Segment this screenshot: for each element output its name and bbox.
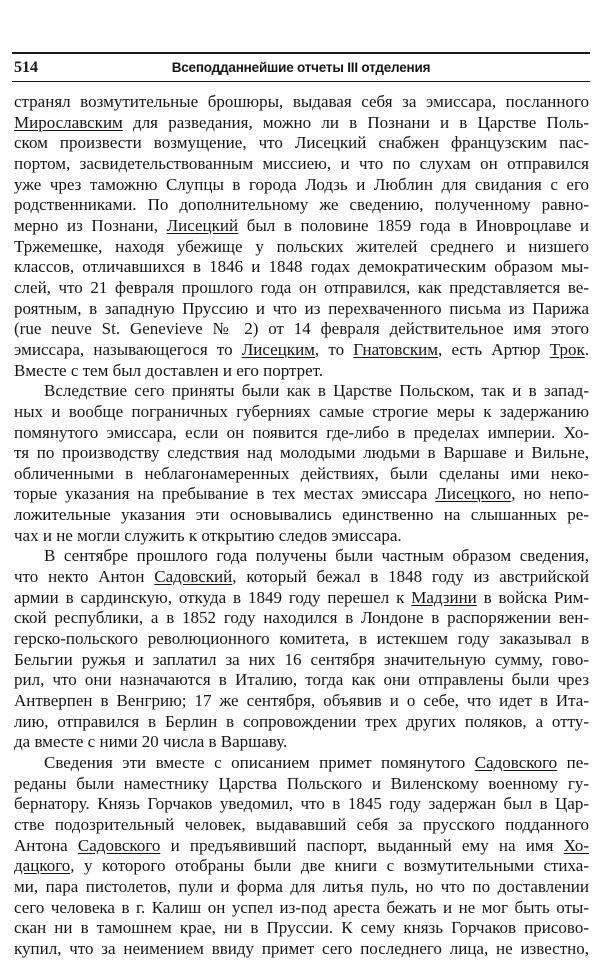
text-line — [14, 113, 589, 134]
text-line — [14, 361, 589, 382]
text-line — [14, 650, 589, 671]
text-segment: , который бежал в 1848 году из австрийской — [232, 567, 589, 587]
text-line — [14, 257, 589, 278]
text-segment: , есть Артюр — [437, 339, 550, 359]
text-segment: уже чрез таможню Слупцы в города Лодзь и Люблин для свидания с его — [14, 174, 589, 194]
underlined-name: Лисецкий — [166, 215, 239, 235]
text-segment: Антона — [14, 835, 78, 855]
text-line — [14, 526, 589, 547]
text-line — [14, 505, 589, 526]
text-segment: был в половине 1859 года в Иновроцлаве и — [238, 215, 589, 235]
underlined-name: Мирославским — [14, 112, 123, 132]
page-number: 514 — [14, 59, 38, 76]
text-line — [14, 133, 589, 154]
text-segment: торые указания на пребывание в тех местах эмиссара — [14, 484, 436, 504]
header-top-rule — [12, 52, 590, 54]
text-line — [14, 815, 589, 836]
text-line — [14, 774, 589, 795]
underlined-name: Трок — [549, 339, 585, 359]
text-segment: (rue neuve St. Genevieve № 2) от 14 февраля действительное имя этого — [14, 319, 589, 339]
text-line — [14, 753, 589, 774]
underlined-name: Гнатовским — [353, 339, 438, 359]
text-line — [14, 464, 589, 485]
text-segment: сего человека в г. Калиш он успел из-под ареста бежать и не мог быть оты- — [14, 897, 589, 917]
text-segment: в войска Рим- — [476, 587, 589, 607]
text-segment: стве подозрительный человек, выдававший себя за прусского подданного — [14, 814, 589, 834]
text-segment: мерно из Познани, — [14, 215, 167, 235]
text-segment: , то — [314, 339, 354, 359]
text-segment: обличенными в неблагонамеренных действиях, были сделаны ими неко- — [14, 463, 589, 483]
text-line — [14, 402, 589, 423]
text-segment: Вместе с тем был доставлен и его портрет. — [14, 360, 324, 380]
underlined-name: Садовского — [77, 835, 161, 855]
text-line — [14, 546, 589, 567]
text-line — [14, 423, 589, 444]
text-line — [14, 794, 589, 815]
text-segment: герско-польского революционного комитета, в истекшем году заказывал в — [14, 629, 589, 649]
text-line — [14, 92, 589, 113]
text-segment: Тржемешке, находя убежище у польских жителей среднего и низшего — [14, 236, 589, 256]
text-segment: портом, засвидетельствованным миссиею, и что по слухам он отправился — [14, 153, 589, 173]
text-line — [14, 712, 589, 733]
text-segment: рил, что они назначаются в Италию, тогда как они отправлены были чрез — [14, 670, 589, 690]
text-segment: ложительные указания эти основывались единственно на слышанных ре- — [14, 505, 589, 525]
text-line — [14, 567, 589, 588]
text-segment: Бельгии ружья и заплатил за них 16 сентября значительную сумму, гово- — [14, 649, 589, 669]
text-line — [14, 237, 589, 258]
text-segment: бернатору. Князь Горчаков уведомил, что в 1845 году задержан был в Цар- — [14, 794, 589, 814]
text-segment: скан ни в тамошнем крае, ни в Пруссии. К сему князь Горчаков присово- — [14, 918, 589, 938]
text-segment: , у которого отобраны были две книги с возмутительными стиха- — [70, 856, 589, 876]
text-segment: ской республики, а в 1852 году находился в Лондоне в распоряжении вен- — [14, 608, 589, 628]
paragraph — [14, 753, 589, 960]
body-text — [14, 92, 589, 960]
text-segment: Антверпен в Венгрию; 17 же сентября, объявив и о себе, что идет в Ита- — [14, 691, 589, 711]
text-line — [14, 278, 589, 299]
text-segment: , но непо- — [511, 484, 589, 504]
text-segment: классов, отличавшихся в 1846 и 1848 годах демократическим образом мы- — [14, 257, 589, 277]
text-segment: реданы были наместнику Царства Польского и Виленскому военному гу- — [14, 773, 589, 793]
text-segment: ском произвести возмущение, что Лисецкий снабжен французским пас- — [14, 133, 589, 153]
text-segment: пе- — [557, 753, 589, 772]
text-line — [14, 484, 589, 505]
text-line — [14, 216, 589, 237]
text-line — [14, 898, 589, 919]
running-header — [14, 57, 588, 79]
running-title: Всеподданнейшие отчеты III отделения — [171, 60, 431, 75]
text-segment: . — [584, 339, 589, 359]
underlined-name: Мадзини — [411, 587, 477, 607]
underlined-name: Хо- — [563, 835, 589, 855]
text-segment: тя по производству следствия над молодыми людьми в Варшаве и Вильне, — [14, 443, 589, 463]
text-segment: помянутого эмиссара, если он появится где-либо в пределах империи. Хо- — [14, 422, 589, 442]
text-line — [14, 877, 589, 898]
text-line — [14, 918, 589, 939]
text-segment: странял возмутительные брошюры, выдавая себя за эмиссара, посланного — [14, 92, 589, 111]
text-line — [14, 319, 589, 340]
paragraph — [14, 381, 589, 546]
text-segment: слей, что 21 февраля прошлого года он отправился, как представляется ве- — [14, 277, 589, 297]
text-segment: армии в сардинскую, откуда в 1849 году перешел к — [14, 587, 412, 607]
text-line — [14, 195, 589, 216]
header-bottom-rule — [12, 81, 590, 82]
text-segment: что некто Антон — [14, 567, 155, 587]
text-segment: чах и не могли служить к открытию следов эмиссара. — [14, 525, 402, 545]
underlined-name: Лисецкого — [435, 484, 512, 504]
text-segment: купил, что за неимением ввиду примет сего последнего лица, не известно, — [14, 938, 589, 958]
text-line — [14, 670, 589, 691]
text-segment: В сентябре прошлого года получены были частным образом сведения, — [44, 546, 589, 566]
text-line — [14, 732, 589, 753]
text-line — [14, 154, 589, 175]
text-line — [14, 443, 589, 464]
text-segment: ных и вообще пограничных губерниях самые строгие меры к задержанию — [14, 401, 589, 421]
text-line — [14, 175, 589, 196]
text-segment: и предъявивший паспорт, выданный ему на имя — [160, 835, 564, 855]
text-line — [14, 340, 589, 361]
text-segment: Сведения эти вместе с описанием примет помянутого — [44, 753, 475, 772]
text-line — [14, 588, 589, 609]
text-line — [14, 381, 589, 402]
text-segment: родственниками. По дополнительному же сведению, полученному равно- — [14, 195, 589, 215]
text-line — [14, 608, 589, 629]
text-segment: роятным, в западную Пруссию и что из перехваченного письма из Парижа — [14, 298, 589, 318]
text-line — [14, 299, 589, 320]
text-line — [14, 836, 589, 857]
text-segment: эмиссара, называющегося то — [14, 339, 242, 359]
text-segment: для разведания, можно ли в Познани и в Царстве Поль- — [122, 112, 589, 132]
text-segment: ми, пара пистолетов, пули и форма для литья пуль, но что по доставлении — [14, 876, 589, 896]
underlined-name: Садовский — [154, 567, 233, 587]
text-segment: Вследствие сего приняты были как в Царстве Польском, так и в запад- — [44, 381, 589, 401]
text-line — [14, 629, 589, 650]
text-segment: лию, отправился в Берлин в сопровождении трех других поляков, а отту- — [14, 711, 589, 731]
text-line — [14, 691, 589, 712]
underlined-name: дацкого — [14, 856, 71, 876]
paragraph — [14, 92, 589, 381]
underlined-name: Лисецким — [241, 339, 315, 359]
underlined-name: Садовского — [474, 753, 558, 772]
text-line — [14, 856, 589, 877]
text-line — [14, 939, 589, 960]
text-segment: да вместе с ними 20 числа в Варшаву. — [14, 732, 288, 752]
paragraph — [14, 546, 589, 753]
